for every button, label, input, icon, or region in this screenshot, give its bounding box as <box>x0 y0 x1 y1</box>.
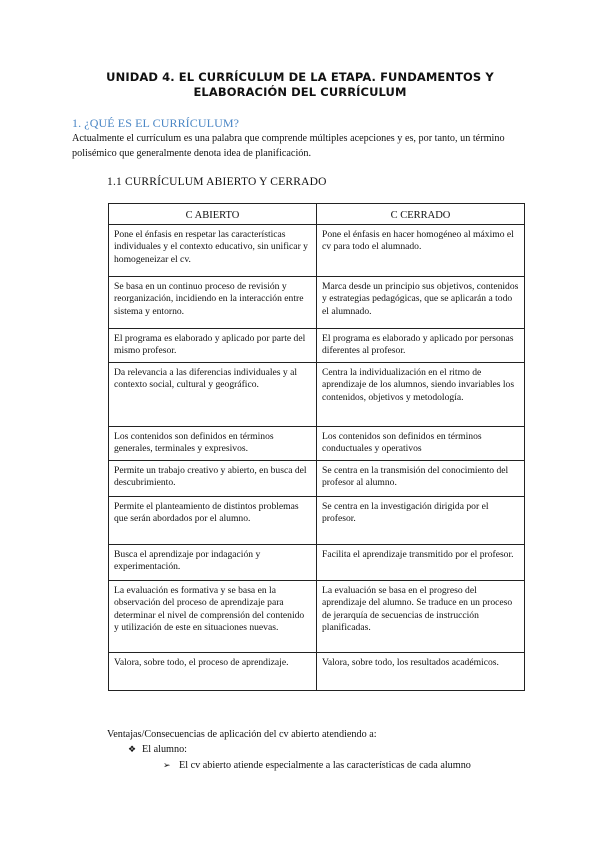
sub-bullet <box>163 760 471 771</box>
table-cell-closed: Se centra en la investigación dirigida por el profesor. <box>317 497 525 545</box>
table-row <box>109 225 525 277</box>
table-cell-open: Permite el planteamiento de distintos problemas que serán abordados por el alumno. <box>109 497 317 545</box>
section-1-heading: 1. ¿QUÉ ES EL CURRÍCULUM? <box>72 116 240 130</box>
section-1-paragraph: Actualmente el currículum es una palabra que comprende múltiples acepciones y es, por tanto, un término polisémico que generalmente denota idea de planificación. <box>72 133 505 159</box>
table-row <box>109 653 525 691</box>
table-cell-closed: Pone el énfasis en hacer homogéneo al máximo el cv para todo el alumnado. <box>317 225 525 277</box>
table-header-row <box>109 204 525 225</box>
table-cell-closed: Se centra en la transmisión del conocimiento del profesor al alumno. <box>317 461 525 497</box>
table-cell-open: Permite un trabajo creativo y abierto, en busca del descubrimiento. <box>109 461 317 497</box>
header-closed-curriculum: C CERRADO <box>317 204 525 225</box>
advantages-intro: Ventajas/Consecuencias de aplicación del cv abierto atendiendo a: <box>107 729 377 740</box>
section-1-1-heading: 1.1 CURRÍCULUM ABIERTO Y CERRADO <box>107 176 327 188</box>
table-cell-open: Da relevancia a las diferencias individuales y al contexto social, cultural y geográfico. <box>109 363 317 427</box>
bullet-student <box>128 744 187 755</box>
table-cell-closed: La evaluación se basa en el progreso del aprendizaje del alumno. Se traduce en un proceso de jerarquía de secuencias de instrucción planificadas. <box>317 581 525 653</box>
table-cell-open: Se basa en un continuo proceso de revisión y reorganización, incidiendo en la interacción entre sistema y entorno. <box>109 277 317 329</box>
table-cell-closed: Facilita el aprendizaje transmitido por el profesor. <box>317 545 525 581</box>
table-row <box>109 497 525 545</box>
table-cell-open: Valora, sobre todo, el proceso de aprendizaje. <box>109 653 317 691</box>
table-row <box>109 461 525 497</box>
comparison-table <box>108 203 525 691</box>
table-cell-open: Pone el énfasis en respetar las características individuales y el contexto educativo, sin unificar y homogeneizar el cv. <box>109 225 317 277</box>
table-cell-open: El programa es elaborado y aplicado por parte del mismo profesor. <box>109 329 317 363</box>
diamond-bullet-icon: ❖ <box>128 745 137 755</box>
table-cell-closed: Los contenidos son definidos en términos conductuales y operativos <box>317 427 525 461</box>
arrow-bullet-icon: ➢ <box>163 761 171 771</box>
table-cell-open: Busca el aprendizaje por indagación y experimentación. <box>109 545 317 581</box>
table-row <box>109 427 525 461</box>
table-cell-open: Los contenidos son definidos en términos generales, terminales y expresivos. <box>109 427 317 461</box>
table-cell-closed: El programa es elaborado y aplicado por personas diferentes al profesor. <box>317 329 525 363</box>
bullet-student-text: El alumno: <box>142 744 187 755</box>
sub-bullet-text: El cv abierto atiende especialmente a las características de cada alumno <box>179 760 471 771</box>
page-title: UNIDAD 4. EL CURRÍCULUM DE LA ETAPA. FUNDAMENTOS Y ELABORACIÓN DEL CURRÍCULUM <box>106 70 494 99</box>
table-row <box>109 545 525 581</box>
table-row <box>109 277 525 329</box>
table-cell-closed: Marca desde un principio sus objetivos, contenidos y estrategias pedagógicas, que se aplicarán a todo el alumnado. <box>317 277 525 329</box>
table-row <box>109 363 525 427</box>
header-open-curriculum: C ABIERTO <box>109 204 317 225</box>
table-row <box>109 329 525 363</box>
table-row <box>109 581 525 653</box>
table-cell-open: La evaluación es formativa y se basa en la observación del proceso de aprendizaje para determinar el nivel de comprensión del contenido y utilización de este en situaciones nuevas. <box>109 581 317 653</box>
table-cell-closed: Valora, sobre todo, los resultados académicos. <box>317 653 525 691</box>
table-cell-closed: Centra la individualización en el ritmo de aprendizaje de los alumnos, siendo invariables los contenidos, objetivos y metodología. <box>317 363 525 427</box>
